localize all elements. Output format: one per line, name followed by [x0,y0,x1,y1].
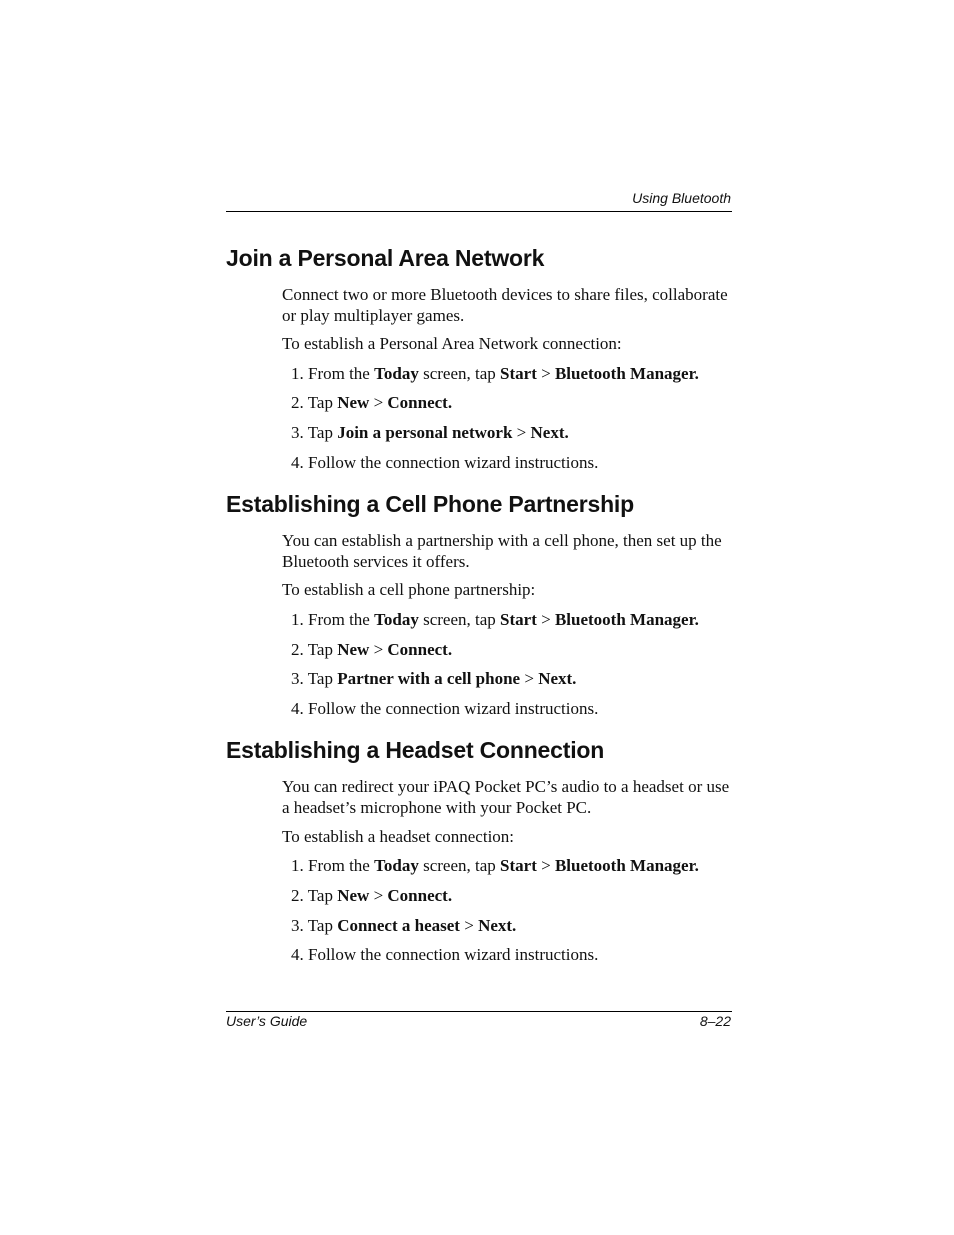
section-lead: To establish a headset connection: [282,827,515,846]
list-item: 2. Tap New > Connect. [291,886,453,905]
header-rule [226,211,732,212]
list-item: 2. Tap New > Connect. [291,640,453,659]
section-intro: You can establish a partnership with a cell phone, then set up the Bluetooth services it offers. [282,531,722,571]
section-title-cell-phone-partnership: Establishing a Cell Phone Partnership [226,491,634,517]
footer-page-number: 8–22 [699,1013,731,1029]
list-item: 3. Tap Partner with a cell phone > Next. [291,669,577,688]
list-item: 3. Tap Join a personal network > Next. [291,423,569,442]
section-lead: To establish a cell phone partnership: [282,580,536,599]
list-item: 4. Follow the connection wizard instructions. [291,699,599,718]
footer-rule [226,1011,732,1012]
section-title-personal-area-network: Join a Personal Area Network [226,245,545,271]
list-item: 1. From the Today screen, tap Start > Bluetooth Manager. [291,364,699,383]
section-intro: You can redirect your iPAQ Pocket PC’s audio to a headset or use a headset’s microphone with your Pocket PC. [282,777,730,817]
list-item: 4. Follow the connection wizard instructions. [291,945,599,964]
list-item: 4. Follow the connection wizard instructions. [291,453,599,472]
section-lead: To establish a Personal Area Network connection: [282,334,622,353]
list-item: 2. Tap New > Connect. [291,393,453,412]
list-item: 1. From the Today screen, tap Start > Bluetooth Manager. [291,610,699,629]
footer-guide-name: User’s Guide [226,1013,308,1029]
section-intro: Connect two or more Bluetooth devices to share files, collaborate or play multiplayer games. [282,285,728,325]
list-item: 1. From the Today screen, tap Start > Bluetooth Manager. [291,856,699,875]
running-header: Using Bluetooth [632,190,731,206]
list-item: 3. Tap Connect a heaset > Next. [291,916,517,935]
section-title-headset-connection: Establishing a Headset Connection [226,737,605,763]
